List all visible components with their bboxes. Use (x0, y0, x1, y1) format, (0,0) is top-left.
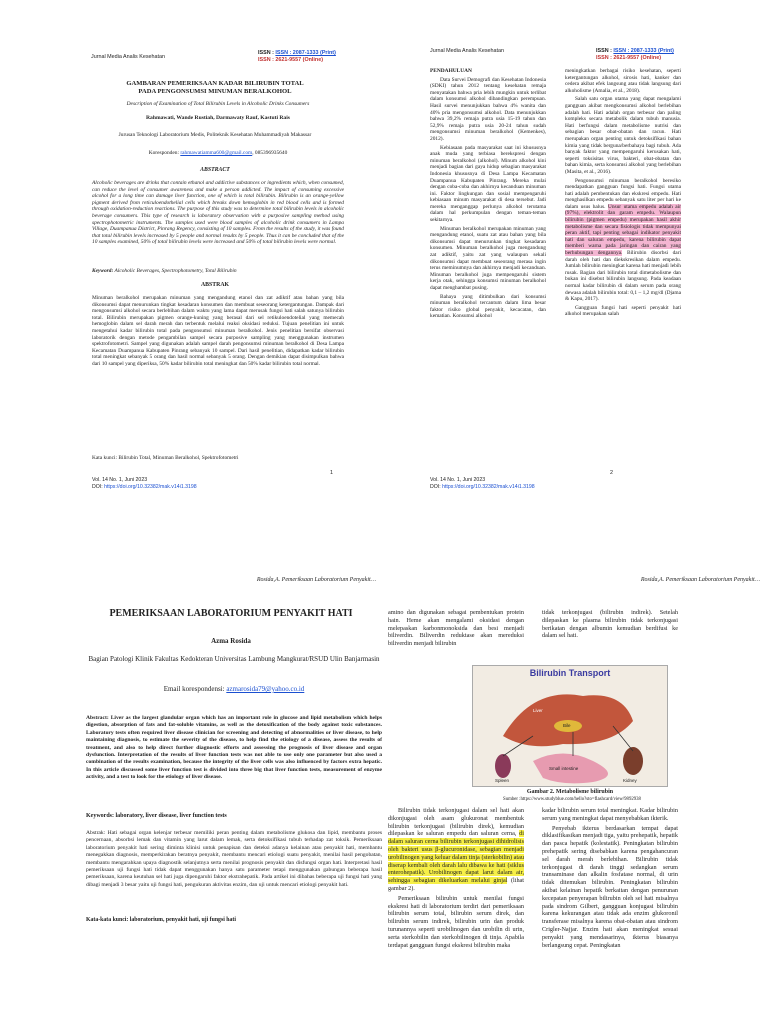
label-spleen: Spleen (495, 778, 510, 783)
paragraph: (lihat gambar 2). (388, 877, 525, 892)
paragraph: Kebiasaan pada masyarakat saat ini khususnya anak muda yang terbiasa berekspresi dengan minuman beralkohol (alkohol). Minum alkohol kini menjadi bagian dari gaya hidup sebagian masyarakat Indonesia khususnya di Desa Lampa Kecamatan Duampanua Kabupaten Pinrang. Mereka mulai dengan coba-coba dan akhirnya kecanduan minuman ini. Faktor lingkungan dan sosial mempengaruhi kebiasaan minum masyarakat di desa tersebut. Jadi mereka menganggap perlunya alkohol terutama dalam hal perkumpulan dengan teman-teman sekitarnya. (430, 144, 546, 224)
email-line (86, 685, 382, 693)
keywords (92, 268, 344, 275)
article-title: PEMERIKSAAN LABORATORIUM PENYAKIT HATI (109, 608, 353, 619)
issn-block: ISSN : ISSN : 2087-1333 (Print) ISSN : 2621-9557 (Online) (596, 48, 674, 61)
figure-caption: Gambar 2. Metabolisme bilirubin (526, 789, 614, 795)
footer-volume: Vol. 14 No. 1, Juni 2023 (430, 477, 486, 483)
footer-doi[interactable]: https://doi.org/10.32382/mak.v14i1.3198 (442, 483, 535, 490)
left-column (388, 807, 524, 951)
right-column (565, 68, 681, 320)
journal-name: Jurnal Media Analis Kesehatan (430, 48, 505, 54)
author: Azma Rosida (211, 637, 251, 645)
footer (430, 477, 535, 490)
paragraph: Pemeriksaan bilirubin untuk menilai fungsi ekskresi hati di laboratorium terdiri dari pemeriksaan bilirubin serum total, bilirubin serum direk, dan bilirubin serum indirek, bilirubin urin dan produk turunannya seperti urobilinogen dan urobilin di urin, serta sterkobilin dan sterkobilinogen di tinja. Apabila terdapat gangguan fungsi ekskresi bilirubin maka (388, 894, 524, 949)
correspondence-phone: , 085396935640 (252, 150, 288, 156)
paragraph: meningkatkan berbagai risiko kesehatan, seperti ketergantungan alkohol, sirosis hati, kanker dan cedera akibat efek langsung atau tidak langsung dari alkoholisme (Amalia, et al., 2018). (565, 68, 681, 94)
footer (92, 477, 197, 490)
page-number: 2 (610, 470, 613, 476)
correspondence-email[interactable]: rahmawatiamma600@gmail.com (180, 150, 253, 156)
paragraph: Gangguan fungsi hati seperti penyakit hati alkohol merupakan salah (565, 304, 681, 318)
footer-doi-label: DOI: (92, 483, 105, 490)
affiliation: Jurusan Teknologi Laboratorium Medis, Politeknik Kesehatan Muhammadiyah Makassar (118, 132, 312, 138)
label-kidney: Kidney (623, 778, 637, 783)
figure-title: Bilirubin Transport (529, 668, 611, 678)
abstrak-text: Minuman beralkohol merupakan minuman yang mengandung etanol dan zat adiktif atau bahan yang bila dikonsumsi dapat menurunkan tingkat kesadaran konsumen dan membuat seseorang ketergantungan. Dampak dari mengonsumsi alkohol secara berlebihan dalam waktu yang lama dapat merusak fungsi hati salah satunya bilirubin total. Bilirubin merupakan pigmen orange-kuning yang berasal dari sel retikuloendotelial yang memecah hemoglobin dalam sel darah merah dan terbentuk melalui reaksi oksidasi reduksi. Tujuan penelitian ini untuk mengetahui kadar bilirubin total pada pengonsumsi minuman beralkohol. Jenis penelitian bersifat observasi laboratorik dengan metode pengambilan sampel secara purposive sampling yang menggunakan instrumen spektrofotometri. Sampel yang digunakan adalah sampel darah pengonsumsi minuman beralkohol di Desa Lampa Kecamatan Duampanua Kabupaten Pinrang sebanyak 10 sampel. Dari hasil penelitian, didapatkan kadar bilirubin total meningkat sebanyak 5 orang dan hasil normal sebanyak 5 orang. Dengan demikian dapat disimpulkan bahwa dari 10 sampel yang diperiksa, 50% kadar bilirubin total meningkat dan 50% kadar bilirubin total normal. (92, 295, 344, 367)
page-3 (0, 515, 384, 1024)
paragraph: Salah satu organ utama yang dapat mengalami gangguan akibat mengkonsumsi alkohol berlebihan adalah hati. Hati adalah organ terbesar dan paling kompleks secara metabolik dalam tubuh manusia. Hati berfungsi dalam metabolisme nutrisi dan sebagian besar obat-obatan dan racun. Hati merupakan organ penting untuk detoksifikasi bahan kimia yang tidak berguna/berbahaya bagi tubuh. Ada banyak faktor yang mempengaruhi kerusakan hati, seperti toksisitas virus, bakteri, obat-obatan dan bahan kimia, serta konsumsi alkohol yang berlebihan (Masita, et al., 2016). (565, 96, 681, 175)
issn-block: ISSN : ISSN : 2087-1333 (Print) ISSN : 2621-9557 (Online) (258, 50, 336, 63)
footer-volume: Vol. 14 No. 1, Juni 2023 (92, 477, 148, 483)
page-1 (0, 0, 384, 505)
running-head: Rosida,A. Pemeriksaan Laboratorium Penyakit… (640, 577, 760, 583)
figure-bilirubin-transport (472, 665, 668, 787)
label-liver: Liver (533, 708, 543, 713)
article-title: GAMBARAN PEMERIKSAAN KADAR BILIRUBIN TOTAL PADA PENGONSUMSI MINUMAN BERALKOHOL (126, 80, 304, 95)
keywords-label: Keyword: (92, 268, 114, 274)
label-bile: Bile (563, 723, 571, 728)
paragraph: Bahaya yang ditimbulkan dari konsumsi minuman beralkohol tercantum dalam lima besar faktor risiko global penyakit, kecacatan, dan kematian. Konsumsi alkohol (430, 293, 546, 320)
left-column (430, 68, 546, 322)
figure-source: Sumber :https://www.studyblue.com/hello?sto=flashcard/view/9892938 (503, 797, 641, 802)
affiliation: Bagian Patologi Klinik Fakultas Kedokteran Universitas Lambung Mangkurat/RSUD Ulin Banjarmasin (88, 655, 380, 663)
keywords: Keywords: laboratory, liver disease, liver function tests (86, 813, 227, 819)
paragraph: Penyebab ikterus berdasarkan tempat dapat diklasifikasikan menjadi tiga, yaitu prehepatik, hepatik dan pasca hepatik (kolestatik). Peningkatan bilirubin prehepatik sering disebabkan karena pengahancuran sel darah merah berlebihan. Bilirubin tidak terkonjugasi di darah tinggi sedangkan serum transaminase dan alkalin fosfatase normal, di urin tidak ditemukan bilirubin. Peningkatan bilirubin akibat kelainan hepatik berkaitan dengan penurunan kecepatan penyerapan bilirubin oleh sel hati misalnya pada sindrom Gilbert, gangguan konjugasi bilirubin karena kekurangan atau tidak ada enzim glukoronil transferase misalnya karena obat-obatan atau sindrom Crigler-Najjar. Enzim hati akan meningkat sesuai penyakit yang mendasarinya, ikterus biasanya berlangsung cepat. Peningkatan (542, 824, 678, 949)
email-link[interactable]: azmarosida79@yahoo.co.id (226, 685, 305, 693)
label-small-intestine: Small intestine (549, 766, 579, 771)
kata-kunci: Kata kunci: Bilirubin Total, Minuman Beralkohol, Spektrofotometri (92, 455, 239, 461)
paragraph: Bilirubin disorbsi dari darah oleh hati dan diekskresikan dalam empedu. Jumlah bilirubin meningkat karena hati menjadi lebih rusak. Bagian dari bilirubin total dimetabolisme dan bukan ini disebut bilirubin langsung. Pada keadaan normal kadar bilirubin di dalam serum pada orang dewasa adalah bilirubin total: 0,1 – 1,2 mg/dl (Djama & Kapu, 2017). (565, 250, 681, 303)
paragraph: Data Survei Demografi dan Kesehatan Indonesia (SDKI) tahun 2012 tentang kesehatan remaja menyatakan bahwa pria lebih mungkin untuk terlibat dalam konsumsi alkohol dibandingkan perempuan. Hasil survei menunjukkan bahwa 4% wanita dan 40% pria mengonsumsi alkohol. Data menunjukkan bahwa 39,2% remaja putra usia 15-19 tahun dan 52,9% remaja putra usia 20-24 tahun sudah mengonsumsi minuman beralkohol (Kemenkes), 2012). (430, 76, 546, 142)
top-right-column: tidak terkonjugasi (bilirubin indirek). Setelah dilepaskan ke plasma bilirubin tidak terkonjugasi berikatan dengan albumin kemudian berdifusi ke dalam sel hati. (542, 609, 678, 640)
issn-online[interactable]: ISSN : 2621-9557 (Online) (258, 57, 324, 63)
keywords-list: Alcoholic Beverages, Spectrophotometry, Total Bilirubin (114, 268, 237, 274)
page-4 (384, 515, 768, 1024)
authors: Rahmawati, Wande Rustiah, Darmawaty Rauf, Kastuti Rais (146, 115, 290, 121)
paragraph: Pengonsumsi minuman beralkohol beresiko mendapatkan gangguan fungsi hati. Fungsi utama hati adalah pembentukan dan ekskresi empedu. Hati menghasilkan empedu sebanyak satu liter per hari ke dalam usus halus. (565, 177, 681, 210)
right-column (542, 807, 678, 951)
abstract-heading: ABSTRACT (200, 167, 230, 173)
footer-doi-label: DOI: (430, 483, 443, 490)
page-separator (0, 505, 768, 515)
paragraph: Minuman beralkohol merupakan minuman yang mengandung etanol, suatu zat atau bahan yang bila dikonsumsi dapat menurunkan tingkat kesadaran konsumen. Minuman beralkohol juga mengandung zat adiktif, yaitu zat yang walaupun sekali dikonsumsi dapat membuat seseorang merasa ingin terus meminumnya dan akhirnya menjadi kecanduan. Minuman beralkohol juga mempengaruhi sistem kerja otak, sehingga konsumsi minuman beralkohol dapat menghambat pusing. (430, 225, 546, 291)
issn-online[interactable]: ISSN : 2621-9557 (Online) (596, 55, 662, 61)
highlighted-text: Unsur utama empedu adalah air (97%), elektrolit dan garam empedu. Walaupun bilirubin (pigmen empedu) merupakan hasil akhir metabolisme dan secara fisiologis tidak mempunyai peran aktif, tapi penting sebagai indikator penyakit hati dan saluran empedu, karena bilirubin dapat memberi warna pada jaringan dan cairan yang berhubungan dengannya. (565, 203, 681, 257)
email-label: Email korespondensi: (163, 685, 227, 693)
section-heading: PENDAHULUAN (430, 68, 472, 74)
kata-kunci: Kata-kata kunci: laboratorium, penyakit hati, uji fungsi hati (86, 917, 236, 923)
footer-doi[interactable]: https://doi.org/10.32382/mak.v14i1.3198 (104, 483, 197, 490)
abstract-text: Alcoholic beverages are drinks that contain ethanol and addictive substances or ingredients which, when consumed, can reduce the level of consumer awareness and make a person addicted. The impact of consuming excessive alcohol for a long time can damage liver function, one of which is total bilirubin. Bilirubin is an orange-yellow pigment derived from reticuloendothelial cells which breaks down hemoglobin in red blood cells and is formed through oxidation-reduction reactions. The purpose of this study was to determine total bilirubin levels in alcoholic beverage consumers. This type of research is laboratory observation with a purposive sampling method using spectrophotometric instruments. The samples used were blood samples of alcoholic drink consumers in Lampa Village, Duampanua District, Pinrang Regency, consisting of 10 samples. From the results of the study, it was found that total bilirubin levels increased by 5 people and normal results by 5 people. Thus it can be concluded that of the 10 samples examined, 50% of total bilirubin levels were increased and 50% of total bilirubin levels were normal. (92, 180, 344, 246)
page-number: 1 (330, 470, 333, 476)
abstrak-heading: ABSTRAK (200, 282, 230, 288)
paragraph: kadar bilirubin serum total meningkat. Kadar bilirubin serum yang meningkat dapat menyebabkan ikterik. (542, 807, 678, 822)
issn-print[interactable]: ISSN : 2087-1333 (Print) (275, 50, 336, 56)
article-title-en: Description of Examination of Total Bilirubin Levels in Alcoholic Drinks Consumers (126, 101, 310, 107)
correspondence (88, 150, 348, 157)
highlighted-text: di dalam saluran cerna bilirubin terkonjugasi dihidrolisis oleh bakteri usus β-glucuronidase, sebagian menjadi urobilinogen yang keluar dalam tinja (sterkobilin) atau diserap kembali oleh darah lalu dibawa ke hati (siklus enterohepatik). Urobilinogen dapat larut dalam air, sehingga sebagian dikeluarkan melalui ginjal (388, 830, 524, 885)
paragraph: Bilirubin tidak terkonjugasi dalam sel hati akan dikonjugasi oleh asam glukuronat membentuk bilirubin terkonjugasi (bilirubin direk), kemudian dilepaskan ke saluran empedu dan saluran cerna, (388, 807, 524, 838)
correspondence-label: Koresponden: (148, 150, 179, 156)
top-left-column: amino dan digunakan sebagai pembentukan protein hain. Heme akan mengalami oksidasi dengan melepaskan karbonmonoksida dan besi menjadi biliverdin. Biliverdin reduktase akan mereduksi biliverdin menjadi bilirubin (388, 609, 524, 648)
running-head: Rosida,A. Pemeriksaan Laboratorium Penyakit… (256, 577, 376, 583)
journal-name: Jurnal Media Analis Kesehatan (91, 54, 166, 60)
abstrak-id: Abstrak: Hati sebagai organ kelenjar terbesar memiliki peran penting dalam metabolisme glukosa dan lipid, membantu proses pencernaan, absorbsi lemak dan vitamin yang larut dalam lemak, serta detoksifikasi tubuh terhadap zat toksik. Pemeriksaan laboratorium penyakit hati sering diminta klinisi untuk penapisan dan deteksi adanya kelainan atau penyakit hati, membantu menegakkan diagnosis, memperkirakan beratnya penyakit, membantu mencari etiologi suatu penyakit, menilai hasil pengobatan, membantu mengarahkan upaya diagnostik selanjutnya serta menilai prognosis penyakit dan disfungsi organ hati. Interpretasi hasil pemeriksaan uji fungsi hati tidak dapat menggunakan hanya satu parameter tetapi menggunakan gabungan beberapa hasil pemeriksaan, karena keutuhan sel hati juga dipengaruhi faktor ekstrahepatik. Pada artikel ini dibahas beberapa uji fungsi hati yang dibagi menjadi 3 besar yaitu uji fungsi hati, pengukuran aktivitas enzim, dan uji untuk mencari etiologi penyakit hati. (86, 830, 382, 888)
abstract-en: Abstract: Liver as the largest glandular organ which has an important role in glucose and lipid metabolism which helps digestion, absorption of fats and fat-soluble vitamins, as well as the detoxification of the body against toxic substances. Laboratory tests often required liver disease clinician for screening and detecting of abnormalities or liver disease, to help maintaining diagnosis, to estimate the severity of the disease, to help find the etiology of a disease, assess the results of treatment, and also to help direct further diagnostic efforts and assessing the prognosis of liver disease and organ dysfunction. Interpretation of the results of liver function tests was not able to use only one parameter but also used a combination of the results examination, because the integrity of the liver cells was also influenced by factors extra hepatic. In this article discussed some liver function test is divided into three big that liver function tests, measurement of enzyme activity, and a test to look for the etiology of liver disease. (86, 715, 382, 781)
page-2 (384, 0, 768, 505)
issn-print[interactable]: ISSN : 2087-1333 (Print) (613, 48, 674, 54)
